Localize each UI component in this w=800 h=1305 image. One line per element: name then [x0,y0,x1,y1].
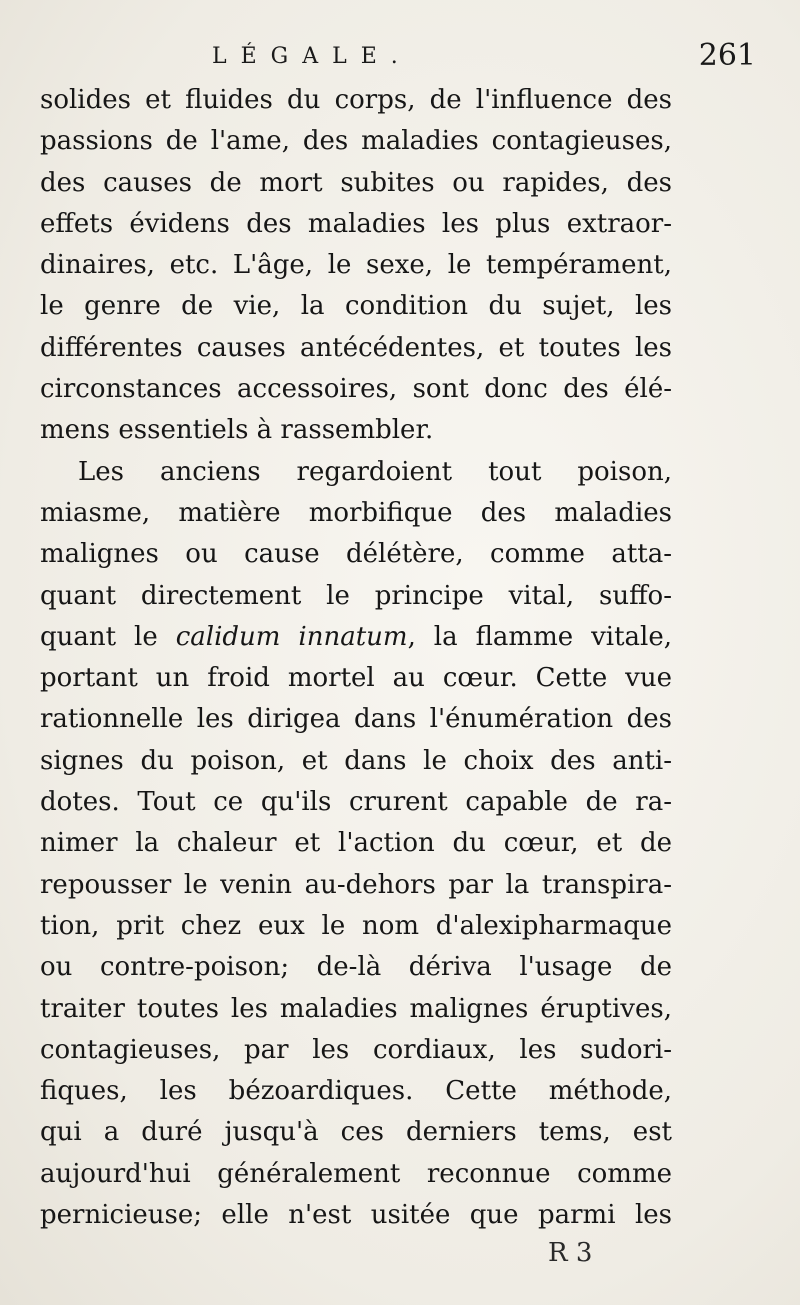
text-line: le genre de vie, la condition du sujet, les [40,291,672,322]
body-text [40,80,672,1236]
text-line: effets évidens des maladies les plus extraor- [40,208,672,239]
text-line: différentes causes antécédentes, et toutes les [40,332,672,363]
text-line: solides et fluides du corps, de l'influence des [40,85,672,115]
signature-mark: R 3 [548,1238,593,1268]
text-line: circonstances accessoires, sont donc des élé- [40,374,672,405]
text-line: portant un froid mortel au cœur. Cette vue [40,663,672,694]
text-line: repousser le venin au-dehors par la transpira- [40,869,672,900]
text-line: rationnelle les dirigea dans l'énumération des [40,704,672,735]
text-line: contagieuses, par les cordiaux, les sudori- [40,1034,672,1065]
text-line: qui a duré jusqu'à ces derniers tems, est [40,1117,672,1148]
text-line: dotes. Tout ce qu'ils crurent capable de ra- [40,787,672,818]
line-prefix: quant le [40,621,158,652]
line-suffix: , la flamme vitale, [407,621,672,652]
text-line-with-italic [40,617,672,658]
text-line: pernicieuse; elle n'est usitée que parmi les [40,1200,672,1231]
running-head: LÉGALE. [212,44,412,69]
text-line: malignes ou cause délétère, comme atta- [40,539,672,570]
text-line: tion, prit chez eux le nom d'alexipharmaque [40,910,672,941]
text-line: aujourd'hui généralement reconnue comme [40,1158,672,1189]
text-line: quant directement le principe vital, suffo- [40,580,672,611]
text-line: traiter toutes les maladies malignes éruptives, [40,993,672,1024]
text-line: fiques, les bézoardiques. Cette méthode, [40,1076,672,1107]
text-line: miasme, matière morbifique des maladies [40,497,672,528]
text-line: Les anciens regardoient tout poison, [78,456,672,487]
text-line: dinaires, etc. L'âge, le sexe, le tempérament, [40,250,672,281]
text-line: des causes de mort subites ou rapides, des [40,167,672,198]
text-line: ou contre-poison; de-là dériva l'usage de [40,952,672,983]
italic-phrase: calidum innatum [175,621,408,652]
text-line: mens essentiels à rassembler. [40,415,434,446]
text-line: signes du poison, et dans le choix des anti- [40,745,672,776]
text-line: nimer la chaleur et l'action du cœur, et de [40,828,672,859]
text-line: passions de l'ame, des maladies contagieuses, [40,126,672,157]
page-number: 261 [698,38,756,73]
